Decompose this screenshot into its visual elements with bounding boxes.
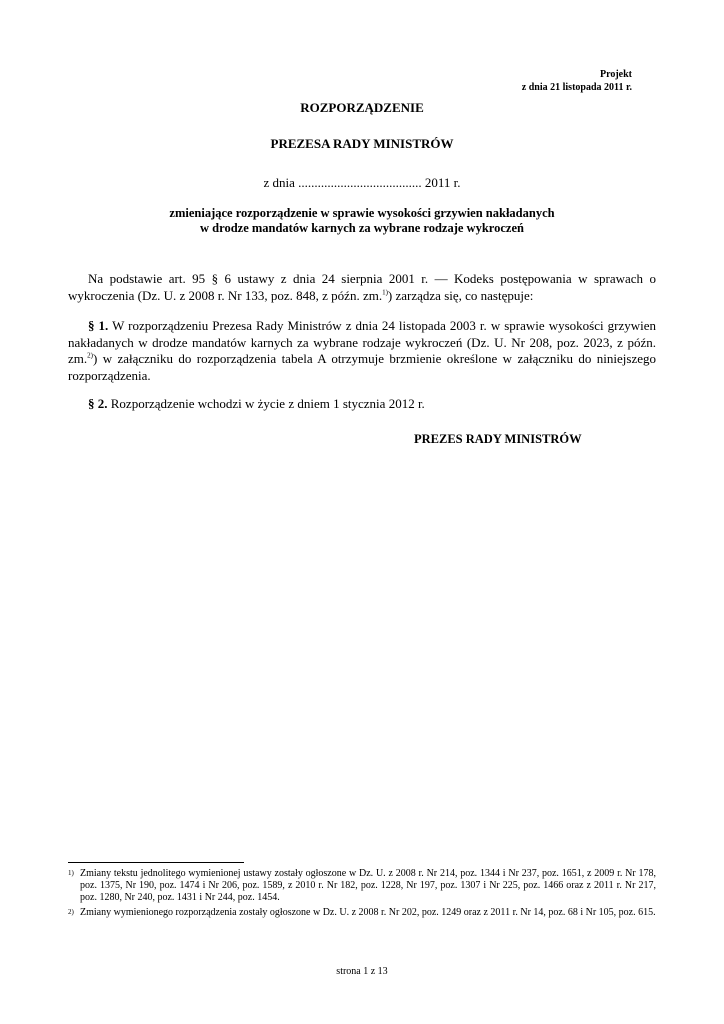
footnote-ref-2: 2)	[87, 351, 93, 360]
footnote-2	[68, 907, 656, 919]
section-2-text: Rozporządzenie wchodzi w życie z dniem 1 stycznia 2012 r.	[107, 396, 425, 411]
footnote-1	[68, 868, 656, 904]
section-2-label: § 2.	[88, 396, 108, 411]
legal-basis-paragraph	[68, 271, 656, 304]
signature-block: PREZES RADY MINISTRÓW	[414, 432, 582, 446]
footnote-2-text: Zmiany wymienionego rozporządzenia zostały ogłoszone w Dz. U. z 2008 r. Nr 202, poz. 1249 oraz z 2011 r. Nr 14, poz. 68 i Nr 105, poz. 615.	[80, 907, 656, 918]
section-2-paragraph	[68, 396, 656, 413]
section-1-label: § 1.	[88, 318, 109, 333]
section-1-text-a: W rozporządzeniu Prezesa Rady Ministrów z dnia 24 listopada 2003 r. w sprawie wysokości grzywien nakładanych w drodze mandatów karnych za wybrane rodzaje wykroczeń (Dz. U. Nr 208, poz. 2023, z późn. zm.	[68, 318, 656, 366]
subject-line-2: w drodze mandatów karnych za wybrane rodzaje wykroczeń	[200, 221, 524, 235]
draft-label: Projekt	[599, 69, 632, 80]
draft-header	[522, 68, 632, 94]
footnote-1-text: Zmiany tekstu jednolitego wymienionej ustawy zostały ogłoszone w Dz. U. z 2008 r. Nr 214, poz. 1344 i Nr 237, poz. 1651, z 2009 r. Nr 178, poz. 1375, Nr 190, poz. 1474 i Nr 206, poz. 1589, z 2010 r. Nr 182, poz. 1228, Nr 197, poz. 1307 i Nr 225, poz. 1466 oraz z 2011 r. Nr 217, poz. 1280, Nr 240, poz. 1431 i Nr 244, poz. 1454.	[80, 868, 656, 903]
draft-date: z dnia 21 listopada 2011 r.	[521, 82, 632, 93]
document-issuer: PREZESA RADY MINISTRÓW	[270, 136, 454, 151]
footnote-divider	[68, 862, 244, 863]
footnote-1-number: 1)	[68, 869, 74, 877]
footnote-2-number: 2)	[68, 908, 74, 916]
legal-basis-text-b: ) zarządza się, co następuje:	[387, 287, 534, 303]
footnotes	[68, 868, 656, 922]
subject-line-1: zmieniające rozporządzenie w sprawie wysokości grzywien nakładanych	[169, 206, 555, 220]
issue-date-line: z dnia ...................................... 2011 r.	[263, 175, 461, 190]
legal-basis-text-a: Na podstawie art. 95 § 6 ustawy z dnia 24 sierpnia 2001 r. — Kodeks postępowania w sprawach o wykroczenia (Dz. U. z 2008 r. Nr 133, poz. 848, z późn. zm.	[68, 271, 656, 303]
document-subject	[0, 206, 724, 236]
section-1-paragraph	[68, 318, 656, 384]
document-title: ROZPORZĄDZENIE	[300, 100, 424, 115]
page-number: strona 1 z 13	[336, 966, 388, 977]
section-1-text-b: ) w załączniku do rozporządzenia tabela A otrzymuje brzmienie określone w załączniku do niniejszego rozporządzenia.	[68, 351, 656, 383]
footnote-ref-1: 1)	[382, 288, 388, 297]
